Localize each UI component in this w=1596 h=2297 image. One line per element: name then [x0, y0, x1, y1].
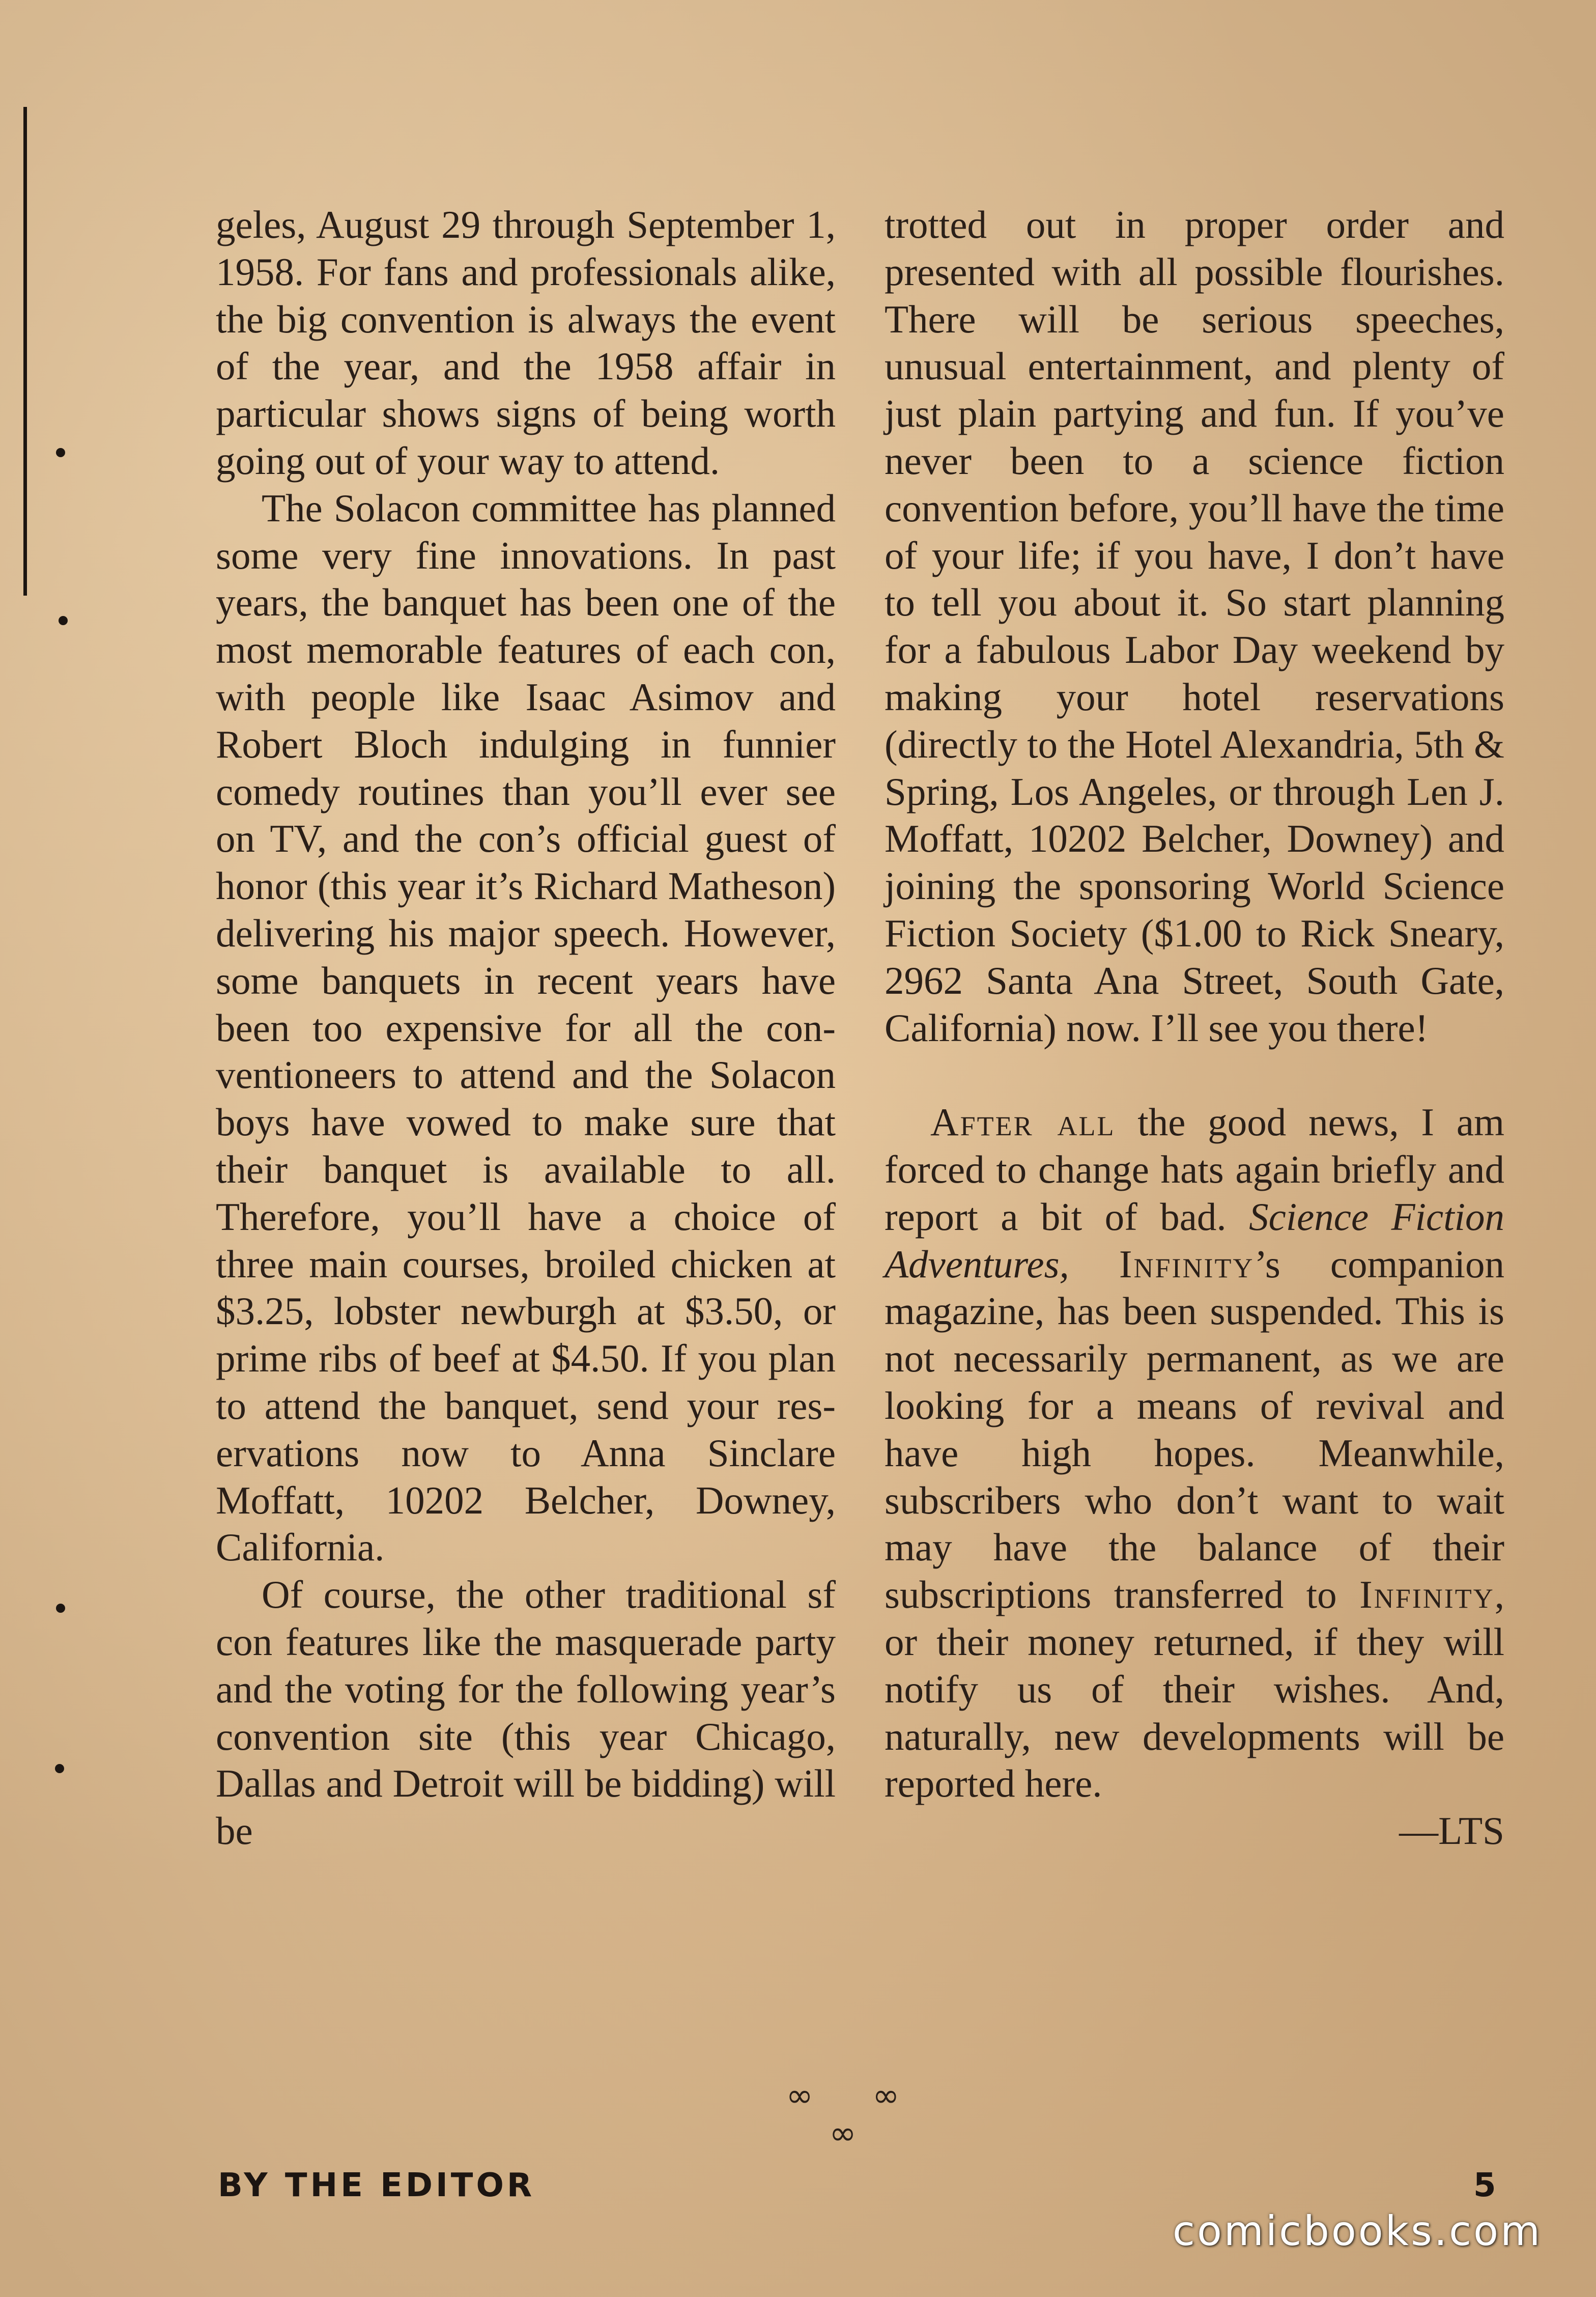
- running-footer: BY THE EDITOR: [218, 2167, 535, 2204]
- binding-dot: [56, 1604, 65, 1613]
- paragraph-gap: [885, 1051, 1504, 1099]
- section-ornament: ∞ ∞ ∞: [786, 2077, 924, 2152]
- paragraph: The Solacon committee has planned some very fine innovations. In past years, the banquet has been one of the most memorable features of each con, with people like Isaac Asimov and Robert Bloch indulging in funnier comedy routines than you’ll ever see on TV, and the con’s official guest of honor (this year it’s Richard Matheson) delivering his major speech. However, some banquets in recent years have been too expensive for all the conventioneers to attend and the Solacon boys have vowed to make sure that their banquet is available to all. Therefore, you’ll have a choice of three main courses, broiled chicken at $3.25, lobster newburgh at $3.50, or prime ribs of beef at $4.50. If you plan to attend the banquet, send your reservations now to Anna Sinclare Moffatt, 10202 Belcher, Downey, California.: [216, 486, 836, 1570]
- paragraph: trotted out in proper order and presented with all possible flourishes. There will be serious speeches, unusual entertainment, and plenty of just plain partying and fun. If you’ve never been to a science fiction convention before, you’ll have the time of your life; if you have, I don’t have to tell you about it. So start planning for a fabulous Labor Day weekend by making your hotel reservations (directly to the Hotel Alexandria, 5th & Spring, Los Angeles, or through Len J. Moffatt, 10202 Belcher, Downey) and joining the sponsoring World Science Fiction Society ($1.00 to Rick Sneary, 2962 Santa Ana Street, South Gate, California) now. I’ll see you there!: [885, 203, 1504, 1050]
- text-run: [1069, 1242, 1119, 1286]
- page-number: 5: [1473, 2167, 1496, 2204]
- binding-rule: [23, 107, 27, 596]
- paragraph: geles, August 29 through September 1, 1958. For fans and professionals alike, the big convention is always the event of the year, and the 1958 affair in particular shows signs of being worth going out of your way to attend.: [216, 203, 836, 483]
- text-run: , or their money returned, if they will notify us of their wishes. And, naturally, new developments will be reported here.: [885, 1573, 1504, 1806]
- watermark: comicbooks.com: [1173, 2207, 1543, 2255]
- binding-dot: [55, 1764, 64, 1773]
- magazine-title: Science Fiction Adventures,: [885, 1194, 1504, 1286]
- text-run: ’s companion magazine, has been suspended. This is not necessarily permanent, as we are looking for a means of revival and have high hopes. Meanwhile, subscribers who don’t want to wait may have the balance of their subscriptions transferred to: [885, 1242, 1504, 1617]
- right-column: [885, 201, 1504, 1855]
- magazine-name: Infinity: [1119, 1242, 1255, 1286]
- lead-in: After all: [930, 1100, 1116, 1144]
- binding-dot: [59, 616, 68, 625]
- magazine-name: Infinity: [1359, 1573, 1495, 1617]
- paragraph: [885, 1099, 1504, 1807]
- left-column: [216, 201, 836, 1855]
- binding-dot: [56, 448, 65, 457]
- text-run: the good news, I am forced to change hats again briefly and report a bit of bad.: [885, 1100, 1504, 1239]
- editor-signature: —LTS: [1399, 1809, 1504, 1853]
- paragraph: Of course, the other traditional sf con features like the masquerade party and the voting for the following year’s convention site (this year Chicago, Dallas and Detroit will be bidding) will be: [216, 1573, 836, 1853]
